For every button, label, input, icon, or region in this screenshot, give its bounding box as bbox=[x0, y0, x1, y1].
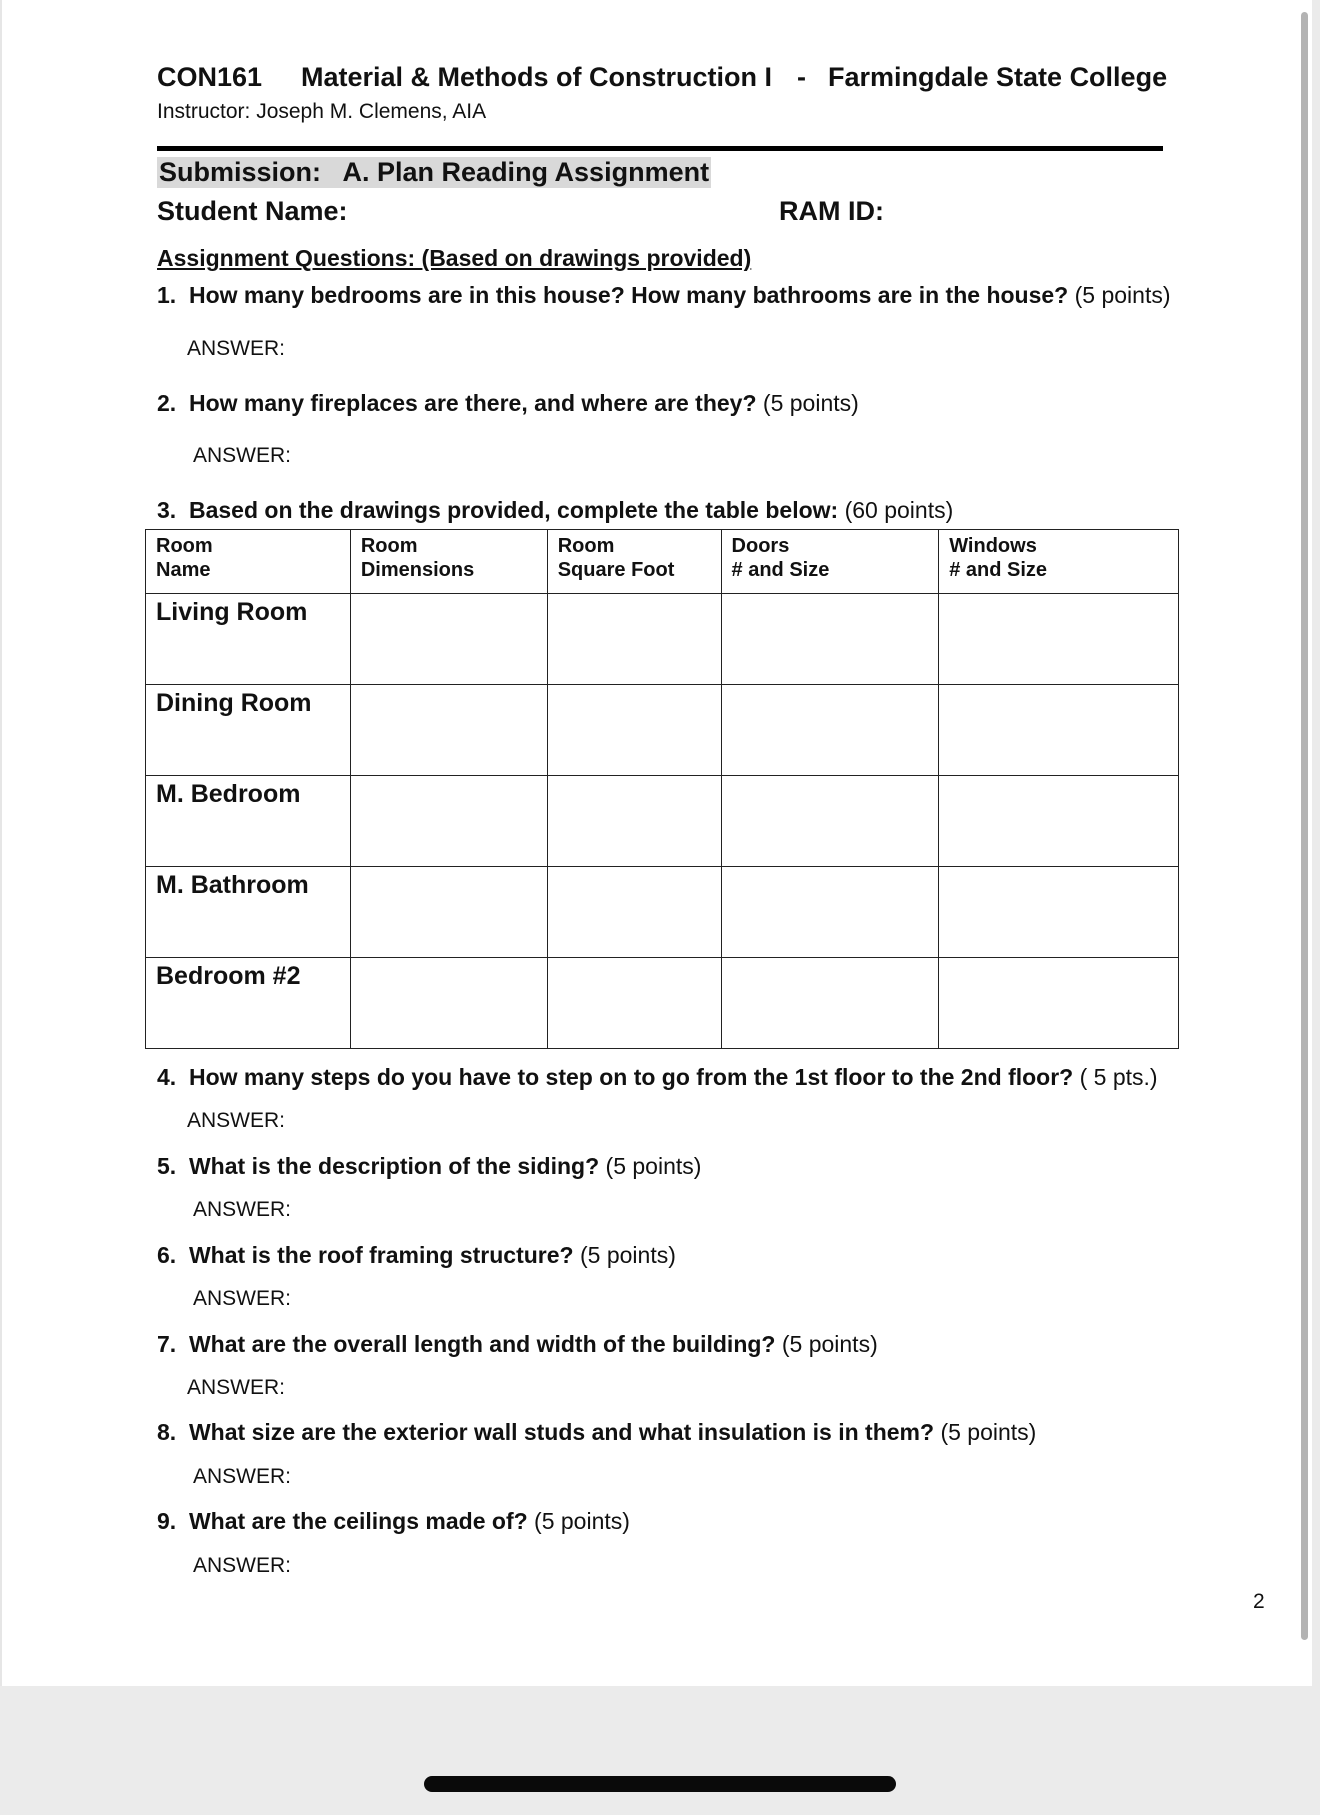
header-line: Room bbox=[557, 535, 615, 557]
question-points: (5 points) bbox=[1074, 282, 1171, 308]
question-text: How many bedrooms are in this house? How many bathrooms are in the house? bbox=[188, 282, 1069, 308]
vertical-scrollbar[interactable] bbox=[1301, 12, 1308, 1640]
page-number: 2 bbox=[1253, 1590, 1265, 1613]
header-windows bbox=[939, 530, 1179, 594]
header-line: Windows bbox=[949, 535, 1037, 557]
doors-cell[interactable] bbox=[721, 867, 939, 958]
questions-heading: Assignment Questions: (Based on drawings provided) bbox=[157, 245, 752, 271]
room-dimensions-cell[interactable] bbox=[350, 776, 547, 867]
question-text: What size are the exterior wall studs and what insulation is in them? bbox=[188, 1419, 935, 1445]
question-text: Based on the drawings provided, complete the table below: bbox=[188, 497, 839, 523]
answer-5-label: ANSWER: bbox=[193, 1198, 292, 1221]
answer-7-label: ANSWER: bbox=[187, 1376, 286, 1399]
table-header-row bbox=[146, 530, 1179, 594]
windows-cell[interactable] bbox=[939, 867, 1179, 958]
room-name-cell: M. Bedroom bbox=[146, 776, 351, 867]
question-number: 2. bbox=[157, 390, 177, 416]
question-5 bbox=[157, 1153, 701, 1180]
header-rule bbox=[157, 146, 1163, 151]
question-points: ( 5 pts.) bbox=[1079, 1064, 1158, 1090]
question-number: 1. bbox=[157, 282, 177, 308]
question-1 bbox=[157, 282, 1171, 309]
room-name-cell: Bedroom #2 bbox=[146, 958, 351, 1049]
header-room-name bbox=[146, 530, 351, 594]
question-text: How many steps do you have to step on to go from the 1st floor to the 2nd floor? bbox=[188, 1064, 1074, 1090]
question-text: What are the ceilings made of? bbox=[188, 1508, 528, 1534]
question-number: 3. bbox=[157, 497, 177, 523]
windows-cell[interactable] bbox=[939, 685, 1179, 776]
question-points: (5 points) bbox=[940, 1419, 1037, 1445]
question-2 bbox=[157, 390, 859, 417]
header-line: Room bbox=[156, 535, 213, 557]
question-number: 6. bbox=[157, 1242, 177, 1268]
room-table bbox=[145, 529, 1179, 1049]
room-square-foot-cell[interactable] bbox=[547, 867, 721, 958]
room-name-cell: Dining Room bbox=[146, 685, 351, 776]
question-4 bbox=[157, 1064, 1158, 1091]
student-name-label: Student Name: bbox=[157, 196, 348, 226]
question-points: (5 points) bbox=[534, 1508, 630, 1534]
room-square-foot-cell[interactable] bbox=[547, 776, 721, 867]
question-number: 9. bbox=[157, 1508, 177, 1534]
answer-8-label: ANSWER: bbox=[193, 1465, 292, 1488]
header-line: Square Foot bbox=[557, 559, 675, 581]
question-number: 4. bbox=[157, 1064, 177, 1090]
ram-id-label: RAM ID: bbox=[779, 196, 884, 226]
question-text: What is the description of the siding? bbox=[188, 1153, 600, 1179]
room-name-cell: M. Bathroom bbox=[146, 867, 351, 958]
instructor-line: Instructor: Joseph M. Clemens, AIA bbox=[157, 100, 487, 123]
answer-6-label: ANSWER: bbox=[193, 1287, 292, 1310]
table-row bbox=[146, 594, 1179, 685]
question-points: (5 points) bbox=[605, 1153, 702, 1179]
question-points: (5 points) bbox=[781, 1331, 878, 1357]
question-8 bbox=[157, 1419, 1036, 1446]
college-name: Farmingdale State College bbox=[828, 62, 1168, 92]
home-indicator-bar[interactable] bbox=[424, 1776, 896, 1792]
header-line: Room bbox=[360, 535, 418, 557]
table-row bbox=[146, 958, 1179, 1049]
answer-1-label: ANSWER: bbox=[187, 337, 286, 360]
header-line: # and Size bbox=[949, 559, 1048, 581]
header-line: Name bbox=[156, 559, 211, 581]
room-dimensions-cell[interactable] bbox=[350, 867, 547, 958]
question-number: 7. bbox=[157, 1331, 177, 1357]
header-doors bbox=[721, 530, 939, 594]
course-code: CON161 bbox=[157, 62, 263, 92]
question-points: (5 points) bbox=[580, 1242, 676, 1268]
room-square-foot-cell[interactable] bbox=[547, 685, 721, 776]
windows-cell[interactable] bbox=[939, 958, 1179, 1049]
header-room-square-foot bbox=[547, 530, 721, 594]
doors-cell[interactable] bbox=[721, 594, 939, 685]
doors-cell[interactable] bbox=[721, 958, 939, 1049]
submission-line: Submission: A. Plan Reading Assignment bbox=[159, 157, 710, 187]
question-3 bbox=[157, 497, 953, 524]
doors-cell[interactable] bbox=[721, 685, 939, 776]
doors-cell[interactable] bbox=[721, 776, 939, 867]
room-dimensions-cell[interactable] bbox=[350, 958, 547, 1049]
question-text: How many fireplaces are there, and where are they? bbox=[188, 390, 757, 416]
answer-2-label: ANSWER: bbox=[193, 444, 292, 467]
course-title: Material & Methods of Construction I bbox=[301, 62, 773, 92]
header-line: Dimensions bbox=[360, 559, 475, 581]
room-dimensions-cell[interactable] bbox=[350, 685, 547, 776]
header-separator: - bbox=[797, 62, 806, 92]
question-text: What is the roof framing structure? bbox=[188, 1242, 574, 1268]
question-text: What are the overall length and width of the building? bbox=[188, 1331, 776, 1357]
question-points: (5 points) bbox=[762, 390, 859, 416]
room-dimensions-cell[interactable] bbox=[350, 594, 547, 685]
table-row bbox=[146, 867, 1179, 958]
header-room-dimensions bbox=[350, 530, 547, 594]
header-line: # and Size bbox=[731, 559, 830, 581]
question-number: 5. bbox=[157, 1153, 177, 1179]
table-row bbox=[146, 776, 1179, 867]
room-name-cell: Living Room bbox=[146, 594, 351, 685]
windows-cell[interactable] bbox=[939, 776, 1179, 867]
windows-cell[interactable] bbox=[939, 594, 1179, 685]
answer-9-label: ANSWER: bbox=[193, 1554, 292, 1577]
header-line: Doors bbox=[731, 535, 790, 557]
room-square-foot-cell[interactable] bbox=[547, 594, 721, 685]
room-square-foot-cell[interactable] bbox=[547, 958, 721, 1049]
question-9 bbox=[157, 1508, 630, 1535]
question-7 bbox=[157, 1331, 878, 1358]
question-number: 8. bbox=[157, 1419, 177, 1445]
question-6 bbox=[157, 1242, 676, 1269]
answer-4-label: ANSWER: bbox=[187, 1109, 286, 1132]
table-row bbox=[146, 685, 1179, 776]
question-points: (60 points) bbox=[844, 497, 954, 523]
